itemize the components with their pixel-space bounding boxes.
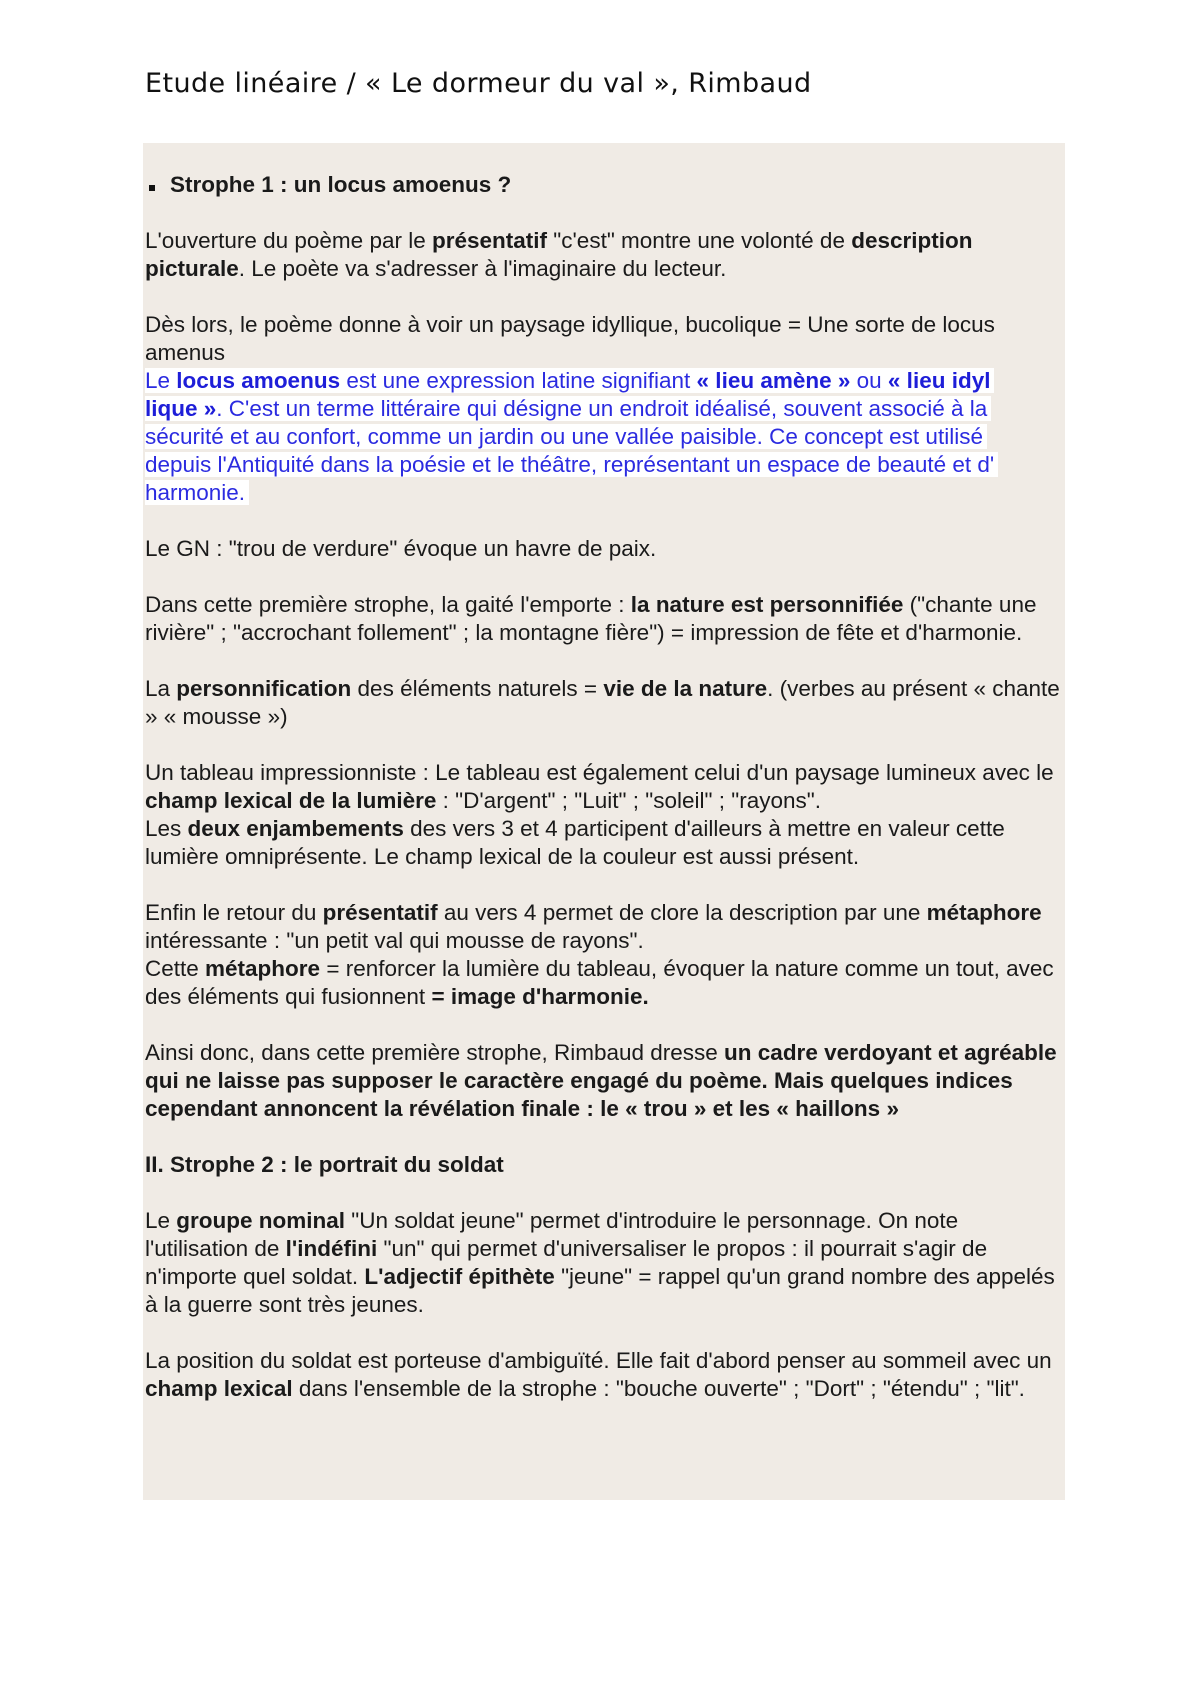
paragraph-paysage: Dès lors, le poème donne à voir un paysage idyllique, bucolique = Une sorte de locus amenus [145,312,995,365]
definition-line: depuis l'Antiquité dans la poésie et le théâtre, représentant un espace de beauté et d' [145,452,995,477]
paragraph-gaite: Dans cette première strophe, la gaité l'emporte : la nature est personnifiée ("chante une rivière" ; "accrochant follement" ; la montagne fière") = impression de fête et d'harmonie. [145,592,1037,645]
paragraph-groupe-nominal: Le groupe nominal "Un soldat jeune" permet d'introduire le personnage. On note l'utilisation de l'indéfini "un" qui permet d'universaliser le propos : il pourrait s'agir de n'importe quel soldat. L'adjectif épithète "jeune" = rappel qu'un grand nombre des appelés à la guerre sont très jeunes. [145,1208,1055,1317]
paragraph-metaphore: Enfin le retour du présentatif au vers 4 permet de clore la description par une métaphore intéressante : "un petit val qui mousse de rayons". Cette métaphore = renforcer la lumière du tableau, évoquer la nature comme un tout, avec des éléments qui fusionnent = image d'harmonie. [145,900,1054,1009]
definition-line: harmonie. [145,480,246,505]
document-body [145,171,1065,1431]
definition-line: lique ». C'est un terme littéraire qui désigne un endroit idéalisé, souvent associé à la [145,396,988,421]
paragraph-personnification: La personnification des éléments naturels = vie de la nature. (verbes au présent « chante » « mousse ») [145,676,1060,729]
page-title: Etude linéaire / « Le dormeur du val », Rimbaud [145,68,812,99]
paragraph-position-soldat: La position du soldat est porteuse d'ambiguïté. Elle fait d'abord penser au sommeil avec un champ lexical dans l'ensemble de la strophe : "bouche ouverte" ; "Dort" ; "étendu" ; "lit". [145,1348,1052,1401]
section-heading-strophe-2: II. Strophe 2 : le portrait du soldat [145,1152,504,1177]
paragraph-presentatif: L'ouverture du poème par le présentatif "c'est" montre une volonté de description picturale. Le poète va s'adresser à l'imaginaire du lecteur. [145,228,973,281]
paragraph-tableau-impressionniste: Un tableau impressionniste : Le tableau est également celui d'un paysage lumineux avec le champ lexical de la lumière : "D'argent" ; "Luit" ; "soleil" ; "rayons". Les deux enjambements des vers 3 et 4 participent d'ailleurs à mettre en valeur cette lumière omniprésente. Le champ lexical de la couleur est aussi présent. [145,760,1054,869]
section-heading-text: Strophe 1 : un locus amoenus ? [170,172,512,197]
definition-line: Le locus amoenus est une expression latine signifiant « lieu amène » ou « lieu idyl [145,368,991,393]
definition-line: sécurité et au confort, comme un jardin ou une vallée paisible. Ce concept est utilisé [145,424,983,449]
section-heading-strophe-1 [145,171,1065,199]
definition-locus-amoenus [145,367,1065,507]
paragraph-conclusion-strophe-1: Ainsi donc, dans cette première strophe, Rimbaud dresse un cadre verdoyant et agréable qui ne laisse pas supposer le caractère engagé du poème. Mais quelques indices cependant annoncent la révélation finale : le « trou » et les « haillons » [145,1040,1057,1121]
bullet-square-icon [149,185,155,191]
paragraph-gn: Le GN : "trou de verdure" évoque un havre de paix. [145,536,657,561]
